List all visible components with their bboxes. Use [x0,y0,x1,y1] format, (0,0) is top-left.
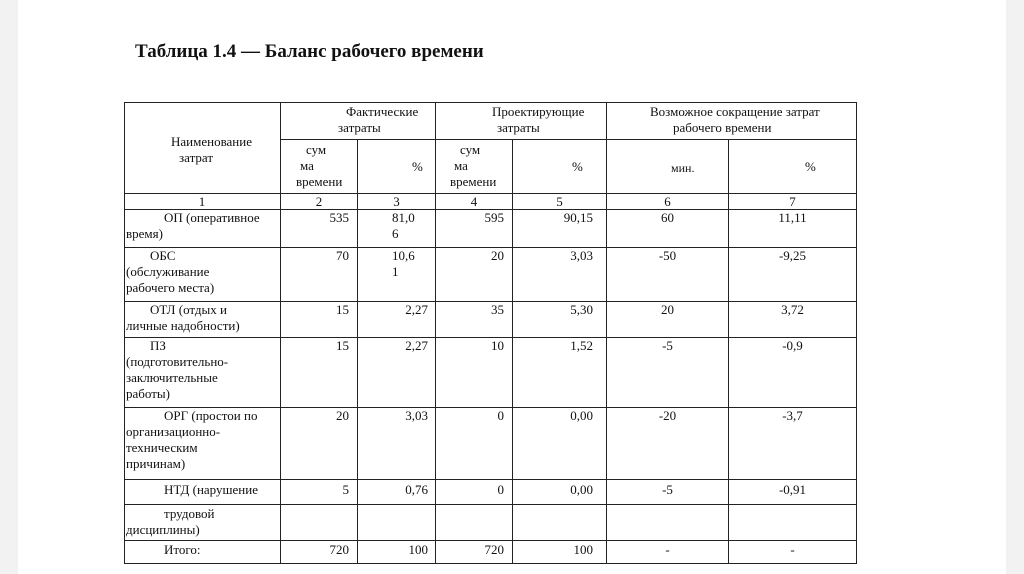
row-name [126,482,258,498]
header-sum-time [296,142,356,190]
col-number: 2 [315,194,323,209]
row-line [124,504,857,505]
cell-c6: -5 [662,482,673,497]
header-text: затраты [497,120,540,135]
header-text: затрат [179,150,214,165]
header-text: Наименование [171,134,252,149]
cell-c7: 11,11 [778,210,807,225]
row-name-line: техническим [126,440,198,455]
row-name-line: дисциплины) [126,522,200,537]
row-name-line: личные надобности) [126,318,240,333]
cell-c3 [392,248,415,280]
header-divider [280,139,857,140]
row-line [124,479,857,480]
header-text: ма [454,158,468,173]
row-name [126,506,214,538]
header-text: Возможное сокращение затрат [650,104,820,119]
cell-c2: 5 [342,482,349,497]
cell-c2: 15 [336,302,349,317]
cell-c2: 70 [336,248,349,263]
cell-c4: 0 [497,408,504,423]
table-border-right [856,102,857,564]
table-border-bottom [124,563,857,564]
header-text: Фактические [346,104,419,119]
cell-c3: 2,27 [405,302,428,317]
cell-c4: 10 [491,338,504,353]
row-name-line: трудовой [164,506,215,521]
row-name [126,542,201,558]
cell-c3: 0,76 [405,482,428,497]
cell-c5: 5,30 [570,302,593,317]
slide [18,0,1006,574]
cell-c2: 535 [329,210,349,225]
header-text: сум [460,142,481,157]
header-text: времени [450,174,497,189]
row-name [126,338,228,402]
cell-c5: 0,00 [570,482,593,497]
cell-c4: 0 [497,482,504,497]
row-name-line: причинам) [126,456,186,471]
header-sum-time [450,142,510,190]
header-text: времени [296,174,343,189]
cell-c5: 3,03 [570,248,593,263]
row-name-line: рабочего места) [126,280,215,295]
table-border-top [124,102,857,103]
cell-c6: 20 [661,302,674,317]
row-name [126,408,257,472]
cell-c4: 595 [484,210,504,225]
cell-c3: 2,27 [405,338,428,353]
row-name [126,248,214,296]
header-pct: % [805,159,816,174]
header-actual [338,104,418,136]
row-name-line: Итого: [164,542,201,557]
cell-c4: 35 [491,302,504,317]
cell-c3 [392,210,415,242]
header-text: ма [300,158,314,173]
cell-c7: -9,25 [778,248,807,263]
header-projected [487,104,584,136]
row-name-line: ОБС [150,248,176,263]
cell-c7: -3,7 [782,408,803,423]
row-name-line: ОРГ (простои по [164,408,258,423]
header-reduction [650,104,820,136]
cell-c5: 90,15 [563,210,593,225]
cell-line: 1 [392,264,399,279]
header-text: Проектирующие [492,104,585,119]
cell-line: 10,6 [392,248,415,263]
row-name-line: (подготовительно- [126,354,229,369]
cell-c6: - [665,542,670,557]
cell-c5: 1,52 [570,338,593,353]
cell-line: 81,0 [392,210,415,225]
cell-c4: 720 [484,542,504,557]
cell-c4: 20 [491,248,504,263]
header-pct: % [572,159,583,174]
col-number: 3 [393,194,400,209]
row-name-line: заключительные [126,370,218,385]
col-number: 7 [789,194,796,209]
cell-c7: -0,91 [778,482,807,497]
header-text: рабочего времени [673,120,772,135]
col-number: 6 [664,194,671,209]
cell-c6: -5 [662,338,673,353]
row-name-line: ОТЛ (отдых и [150,302,227,317]
cell-c6: -20 [658,408,677,423]
row-name-line: (обслуживание [126,264,210,279]
cell-c7: -0,9 [782,338,803,353]
cell-c5: 0,00 [570,408,593,423]
col-number: 4 [470,194,478,209]
cell-c6: 60 [661,210,674,225]
col-number: 5 [556,194,563,209]
header-text: затраты [338,120,381,135]
cell-c7: - [790,542,795,557]
cell-c3: 3,03 [405,408,428,423]
table-title: Таблица 1.4 — Баланс рабочего времени [135,41,484,62]
row-name-line: НТД (нарушение [164,482,258,497]
row-name [126,302,240,334]
cell-c6: -50 [658,248,677,263]
cell-c5: 100 [573,542,593,557]
row-line [124,540,857,541]
row-name-line: время) [126,226,163,241]
cell-c2: 720 [329,542,349,557]
row-name-line: работы) [126,386,170,401]
cell-line: 6 [392,226,399,241]
table-border-left [124,102,125,564]
row-name [126,210,260,242]
row-name-line: ОП (оперативное [164,210,260,225]
cell-c2: 20 [336,408,349,423]
cell-c2: 15 [336,338,349,353]
header-name [171,134,252,166]
balance-table [124,102,857,564]
cell-c3: 100 [408,542,428,557]
row-name-line: организационно- [126,424,221,439]
col-number: 1 [198,194,206,209]
cell-c7: 3,72 [781,302,804,317]
row-name-line: ПЗ [150,338,166,353]
header-pct: % [412,159,423,174]
header-text: сум [306,142,327,157]
header-min: мин. [671,161,695,175]
